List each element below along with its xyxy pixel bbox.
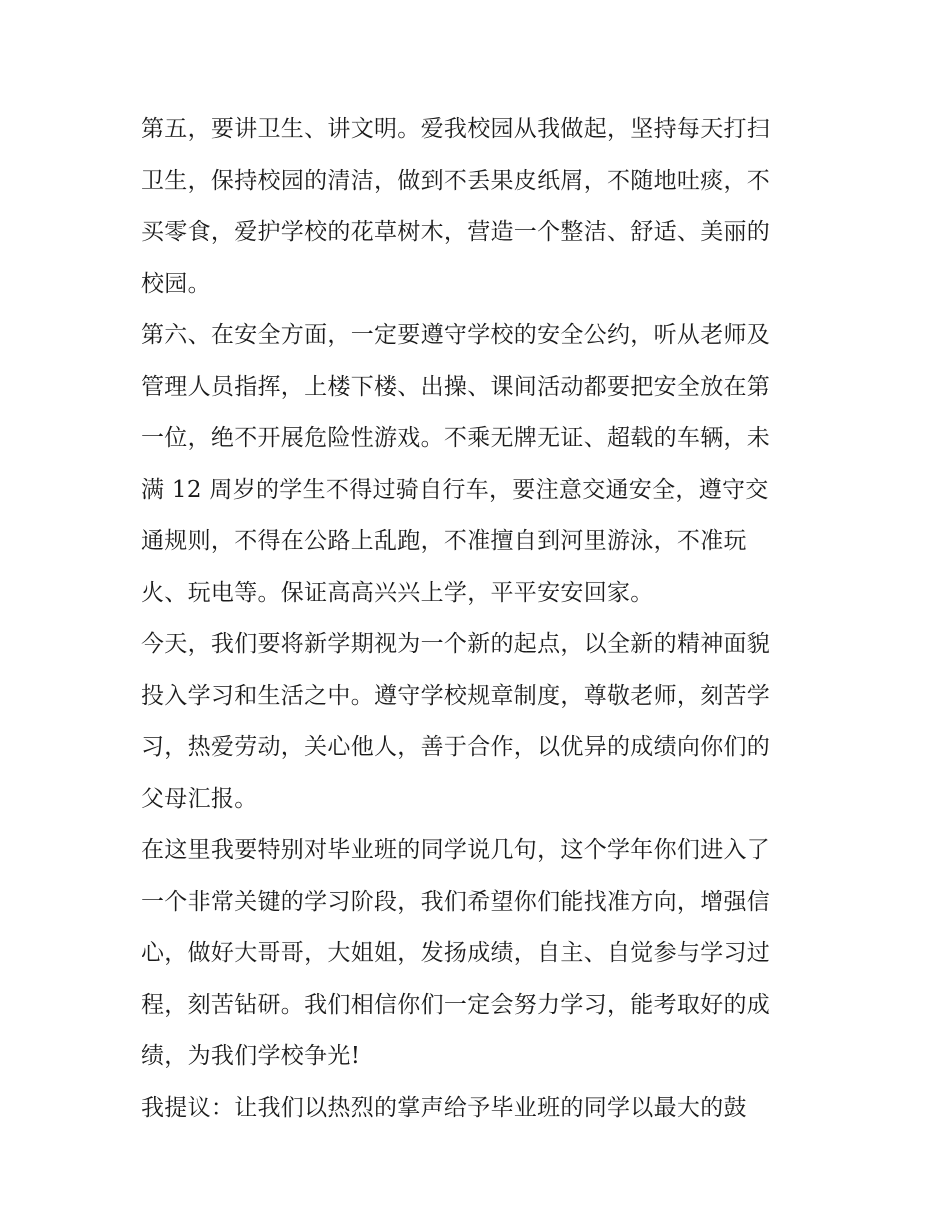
text-line: 我提议：让我们以热烈的掌声给予毕业班的同学以最大的鼓 [141, 1094, 747, 1121]
text-line: 管理人员指挥，上楼下楼、出操、课间活动都要把安全放在第 [141, 373, 771, 400]
text-line: 心，做好大哥哥，大姐姐，发扬成绩，自主、自觉参与学习过 [141, 940, 771, 966]
paragraph-graduating-class [141, 825, 821, 1083]
text-line: 投入学习和生活之中。遵守学校规章制度，尊敬老师，刻苦学 [141, 682, 771, 709]
document-body [141, 104, 821, 1134]
text-line: 今天，我们要将新学期视为一个新的起点，以全新的精神面貌 [141, 631, 771, 657]
paragraph-proposal [141, 1083, 821, 1135]
paragraph-hygiene [141, 104, 821, 310]
text-line: 一位，绝不开展危险性游戏。不乘无牌无证、超载的车辆，未 [141, 425, 771, 451]
text-line: 父母汇报。 [141, 785, 258, 812]
text-line: 在这里我要特别对毕业班的同学说几句，这个学年你们进入了 [141, 837, 771, 863]
text-line: 绩，为我们学校争光! [141, 1043, 361, 1069]
text-line: 程，刻苦钻研。我们相信你们一定会努力学习，能考取好的成 [141, 991, 771, 1018]
text-line: 满 12 周岁的学生不得过骑自行车，要注意交通安全，遵守交 [141, 476, 769, 503]
text-line: 通规则，不得在公路上乱跑，不准擅自到河里游泳，不准玩 [141, 528, 747, 554]
text-line: 第六、在安全方面，一定要遵守学校的安全公约，听从老师及 [141, 322, 771, 348]
text-line: 火、玩电等。保证高高兴兴上学，平平安安回家。 [141, 579, 654, 606]
paragraph-safety [141, 310, 821, 619]
text-line: 买零食，爱护学校的花草树木，营造一个整洁、舒适、美丽的 [141, 219, 771, 245]
text-line: 第五，要讲卫生、讲文明。爱我校园从我做起，坚持每天打扫 [141, 116, 771, 142]
text-line: 一个非常关键的学习阶段，我们希望你们能找准方向，增强信 [141, 888, 771, 915]
text-line: 习，热爱劳动，关心他人，善于合作，以优异的成绩向你们的 [141, 734, 771, 760]
paragraph-new-semester [141, 619, 821, 825]
text-line: 校园。 [141, 270, 211, 297]
text-line: 卫生，保持校园的清洁，做到不丢果皮纸屑，不随地吐痰，不 [141, 167, 771, 194]
